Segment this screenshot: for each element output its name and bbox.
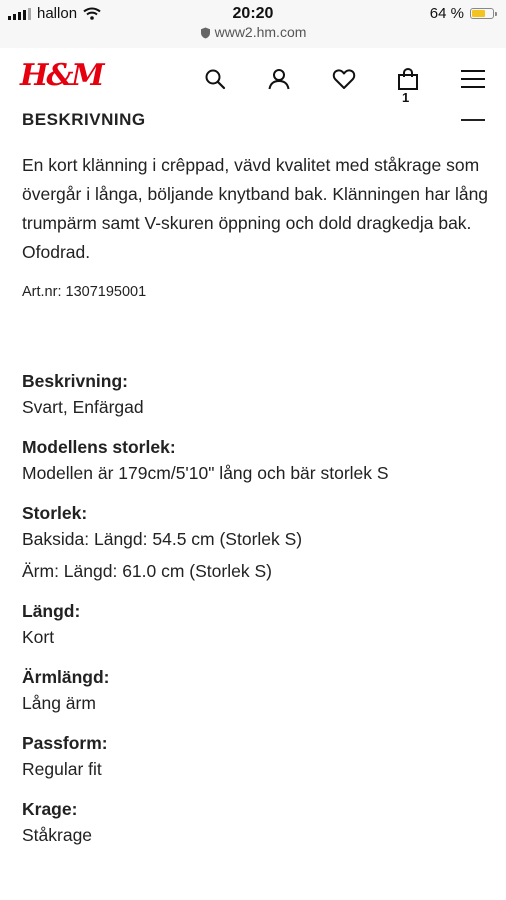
heart-icon[interactable] <box>331 66 357 92</box>
attribute-item <box>22 730 492 782</box>
attribute-item <box>22 664 492 716</box>
address-bar[interactable] <box>0 24 506 40</box>
attribute-label: Ärmlängd: <box>22 667 110 687</box>
account-icon[interactable] <box>266 66 292 92</box>
search-icon[interactable] <box>202 66 228 92</box>
status-time: 20:20 <box>232 5 274 22</box>
menu-icon[interactable] <box>460 66 486 92</box>
attribute-value: Ståkrage <box>22 825 93 845</box>
battery-icon <box>470 8 494 19</box>
attribute-label: Passform: <box>22 733 108 753</box>
attribute-value: Modellen är 179cm/5'10" lång och bär storlek S <box>22 463 389 483</box>
attribute-label: Beskrivning: <box>22 371 128 391</box>
attribute-list <box>22 368 492 862</box>
attribute-value: Lång ärm <box>22 693 96 713</box>
attribute-value: Regular fit <box>22 759 102 779</box>
attribute-label: Krage: <box>22 799 78 819</box>
battery-level <box>472 10 485 17</box>
bag-count-badge: 1 <box>402 90 410 105</box>
hm-logo[interactable]: H&M <box>20 58 103 93</box>
carrier-name: hallon <box>37 5 78 22</box>
section-title[interactable]: BESKRIVNING <box>22 110 146 129</box>
attribute-value: Kort <box>22 627 55 647</box>
attribute-value: Svart, Enfärgad <box>22 397 144 417</box>
status-right <box>430 5 494 22</box>
attribute-item <box>22 434 492 486</box>
attribute-label: Längd: <box>22 601 81 621</box>
attribute-value: Ärm: Längd: 61.0 cm (Storlek S) <box>22 561 272 581</box>
attribute-item <box>22 796 492 848</box>
attribute-label: Storlek: <box>22 503 88 523</box>
attribute-label: Modellens storlek: <box>22 437 176 457</box>
shield-icon <box>200 27 211 39</box>
attribute-item <box>22 368 492 420</box>
site-header <box>0 48 506 108</box>
collapse-icon[interactable] <box>461 119 485 121</box>
product-description: En kort klänning i crêppad, vävd kvalitet med ståkrage som övergår i långa, böljande knytband bak. Klänningen har lång trumpärm samt V-skuren öppning och dold dragkedja bak. Ofodrad. <box>22 155 489 262</box>
shopping-bag-icon[interactable] <box>395 66 421 92</box>
attribute-item <box>22 598 492 650</box>
battery-percent: 64 % <box>429 5 464 22</box>
status-bar <box>0 0 506 48</box>
article-number: Art.nr: 1307195001 <box>22 284 147 300</box>
attribute-item <box>22 500 492 584</box>
url-text: www2.hm.com <box>214 24 307 40</box>
attribute-value: Baksida: Längd: 54.5 cm (Storlek S) <box>22 529 303 549</box>
